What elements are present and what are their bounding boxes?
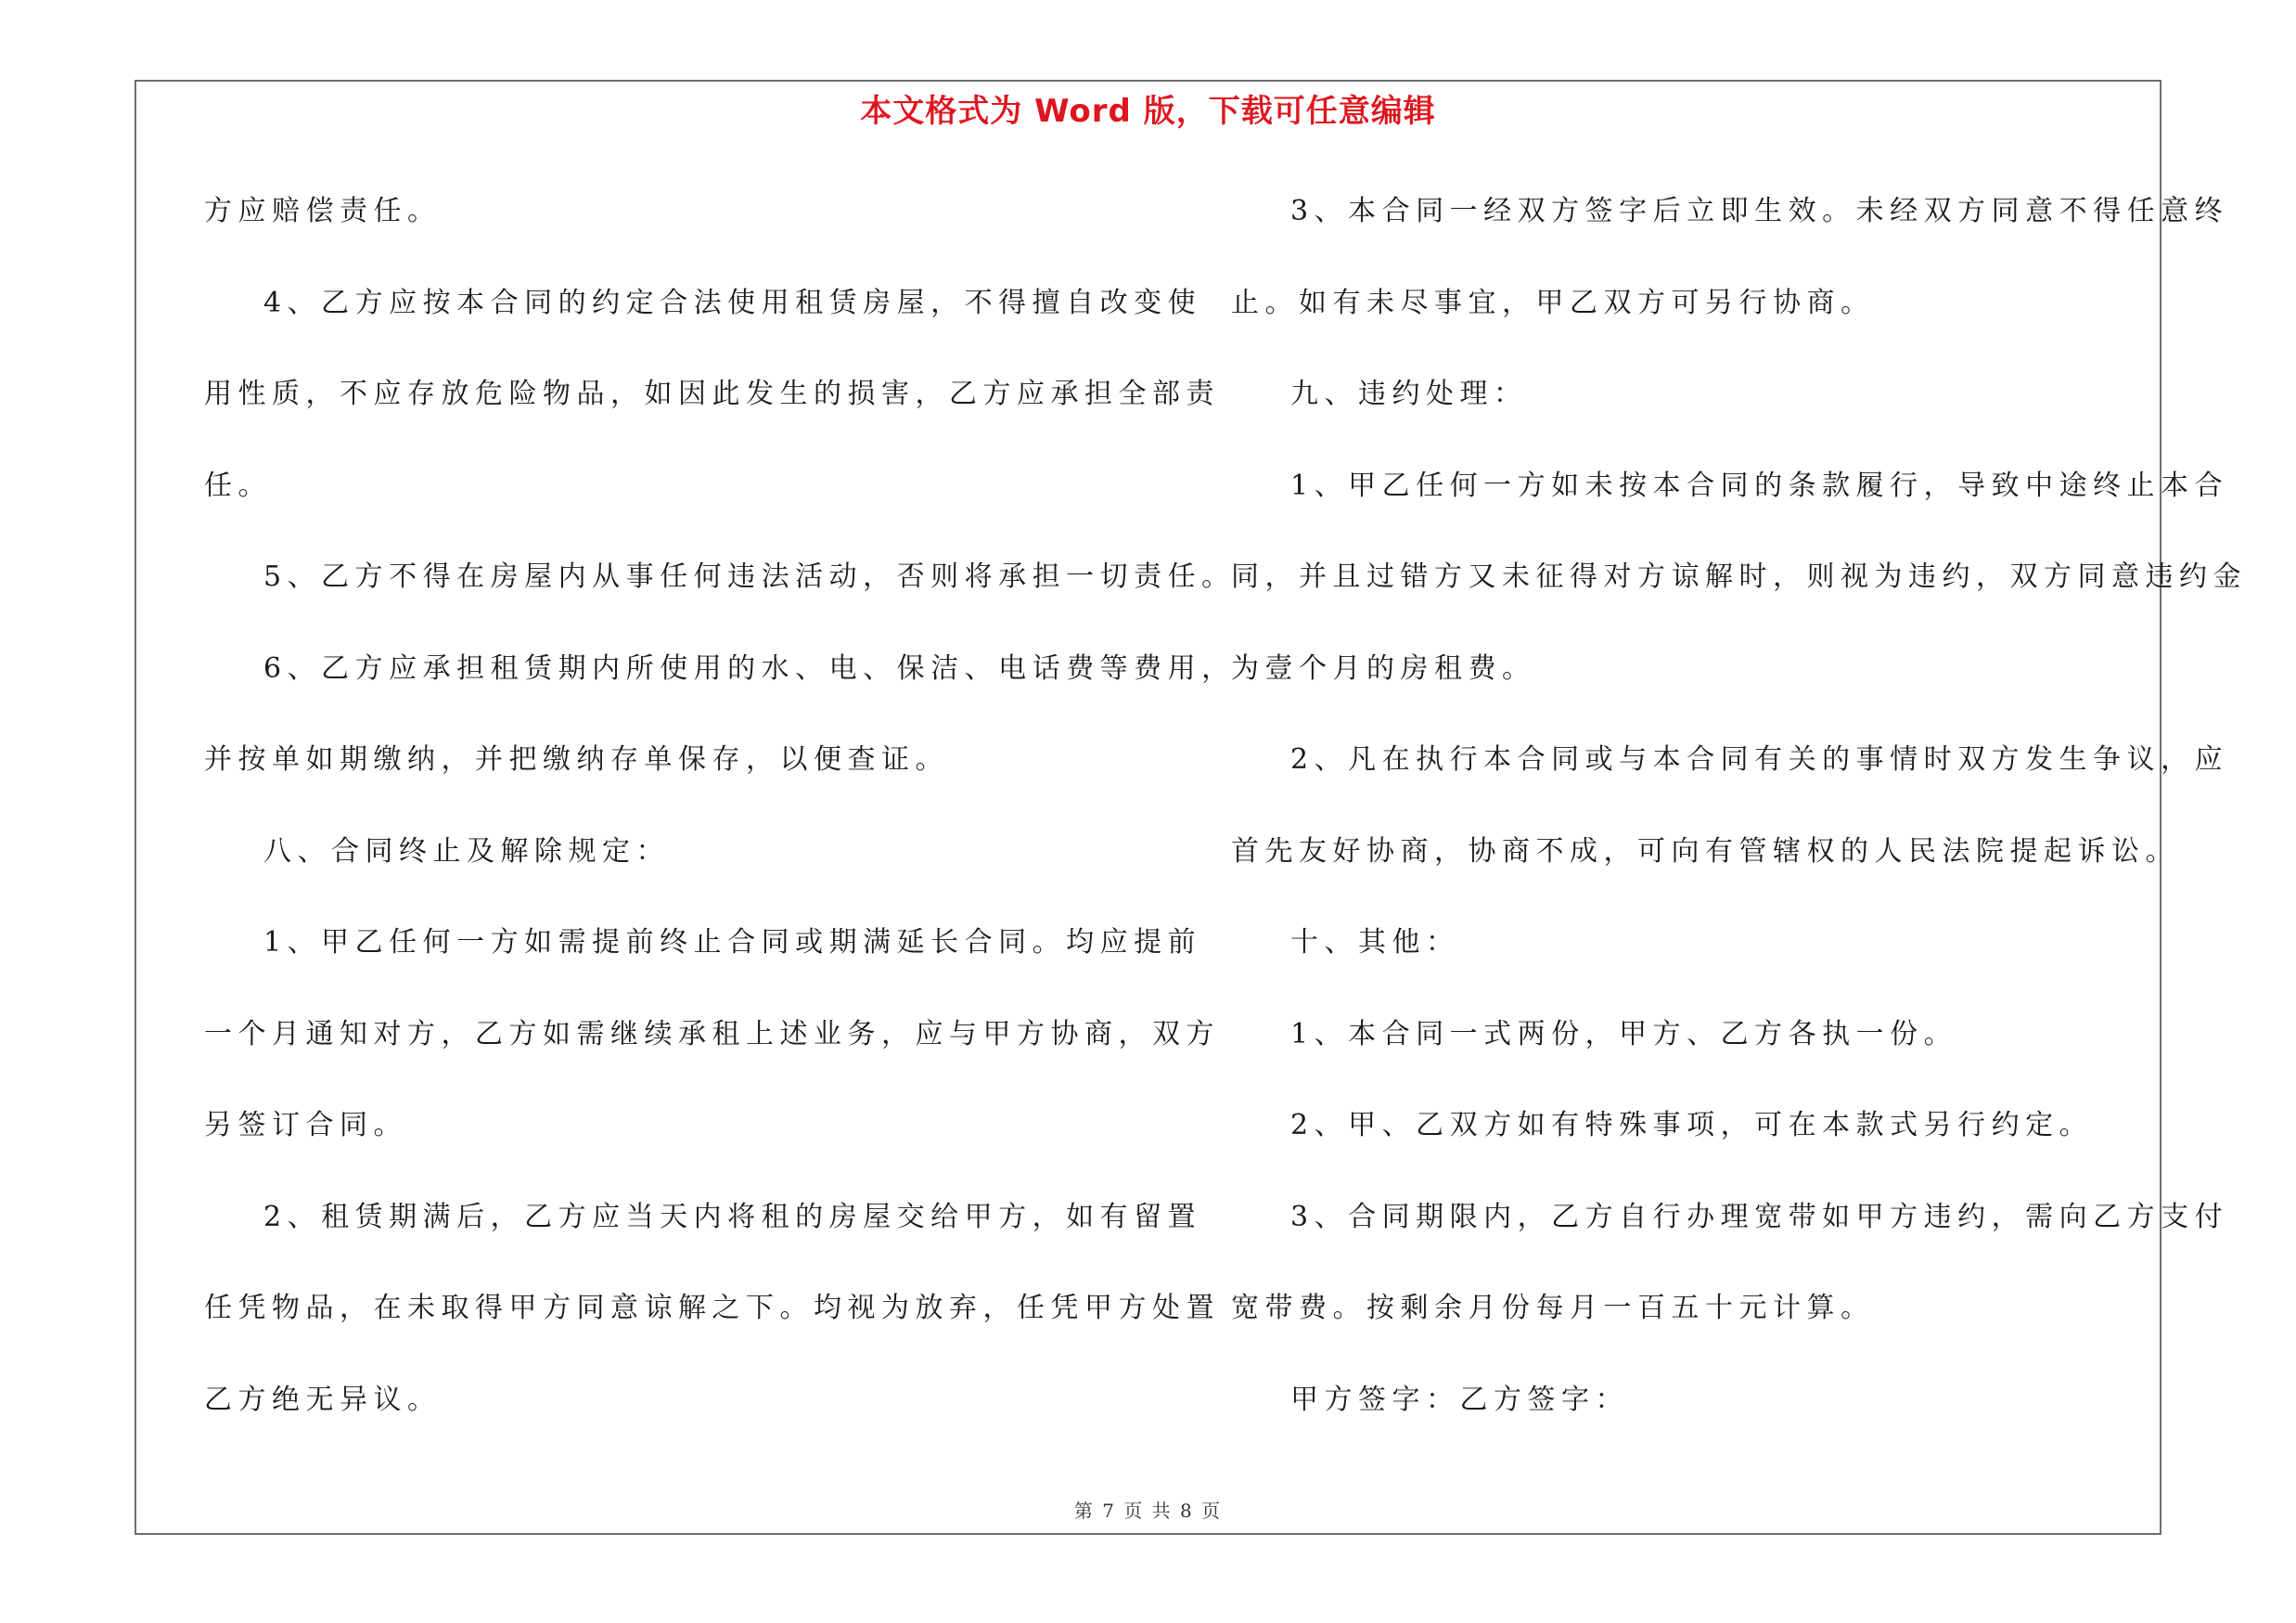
text-line: 1、本合同一式两份，甲方、乙方各执一份。: [1290, 1017, 1958, 1050]
text-line: 八、合同终止及解除规定：: [263, 834, 670, 868]
text-line: 3、合同期限内，乙方自行办理宽带如甲方违约，需向乙方支付: [1290, 1200, 2229, 1233]
left-text-column: [204, 184, 1236, 1463]
right-text-column: [1231, 184, 2247, 1463]
text-line: 1、甲乙任何一方如需提前终止合同或期满延长合同。均应提前: [263, 926, 1202, 959]
text-line: 任。: [204, 469, 272, 502]
text-line: 任凭物品，在未取得甲方同意谅解之下。均视为放弃，任凭甲方处置: [204, 1292, 1220, 1324]
text-line: 甲方签字：乙方签字：: [1290, 1383, 1629, 1416]
text-line: 6、乙方应承担租赁期内所使用的水、电、保洁、电话费等费用，: [263, 651, 1236, 685]
text-line: 十、其他：: [1290, 926, 1460, 959]
text-line: 2、凡在执行本合同或与本合同有关的事情时双方发生争议，应: [1290, 743, 2229, 776]
text-line: 3、本合同一经双方签字后立即生效。未经双方同意不得任意终: [1290, 195, 2229, 227]
text-line: 4、乙方应按本合同的约定合法使用租赁房屋，不得擅自改变使: [263, 286, 1202, 319]
text-line: 方应赔偿责任。: [204, 195, 442, 227]
text-line: 5、乙方不得在房屋内从事任何违法活动，否则将承担一切责任。: [263, 560, 1236, 593]
page-number-footer: 第 7 页 共 8 页: [1073, 1500, 1223, 1522]
text-line: 1、甲乙任何一方如未按本合同的条款履行，导致中途终止本合: [1290, 469, 2229, 502]
text-line: 另签订合同。: [204, 1109, 407, 1141]
word-format-banner: 本文格式为 Word 版，下载可任意编辑: [860, 93, 1436, 130]
text-line: 并按单如期缴纳，并把缴纳存单保存，以便查证。: [204, 743, 949, 776]
text-line: 为壹个月的房租费。: [1231, 651, 1536, 685]
text-line: 首先友好协商，协商不成，可向有管辖权的人民法院提起诉讼。: [1231, 834, 2179, 868]
text-line: 用性质，不应存放危险物品，如因此发生的损害，乙方应承担全部责: [204, 378, 1220, 410]
text-line: 乙方绝无异议。: [204, 1383, 442, 1416]
text-line: 止。如有未尽事宜，甲乙双方可另行协商。: [1231, 286, 1875, 319]
text-line: 2、甲、乙双方如有特殊事项，可在本款式另行约定。: [1290, 1109, 2094, 1141]
text-line: 同，并且过错方又未征得对方谅解时，则视为违约，双方同意违约金: [1231, 560, 2247, 593]
text-line: 宽带费。按剩余月份每月一百五十元计算。: [1231, 1292, 1875, 1324]
text-line: 2、租赁期满后，乙方应当天内将租的房屋交给甲方，如有留置: [263, 1200, 1202, 1233]
text-line: 一个月通知对方，乙方如需继续承租上述业务，应与甲方协商，双方: [204, 1017, 1220, 1050]
text-line: 九、违约处理：: [1290, 378, 1528, 410]
